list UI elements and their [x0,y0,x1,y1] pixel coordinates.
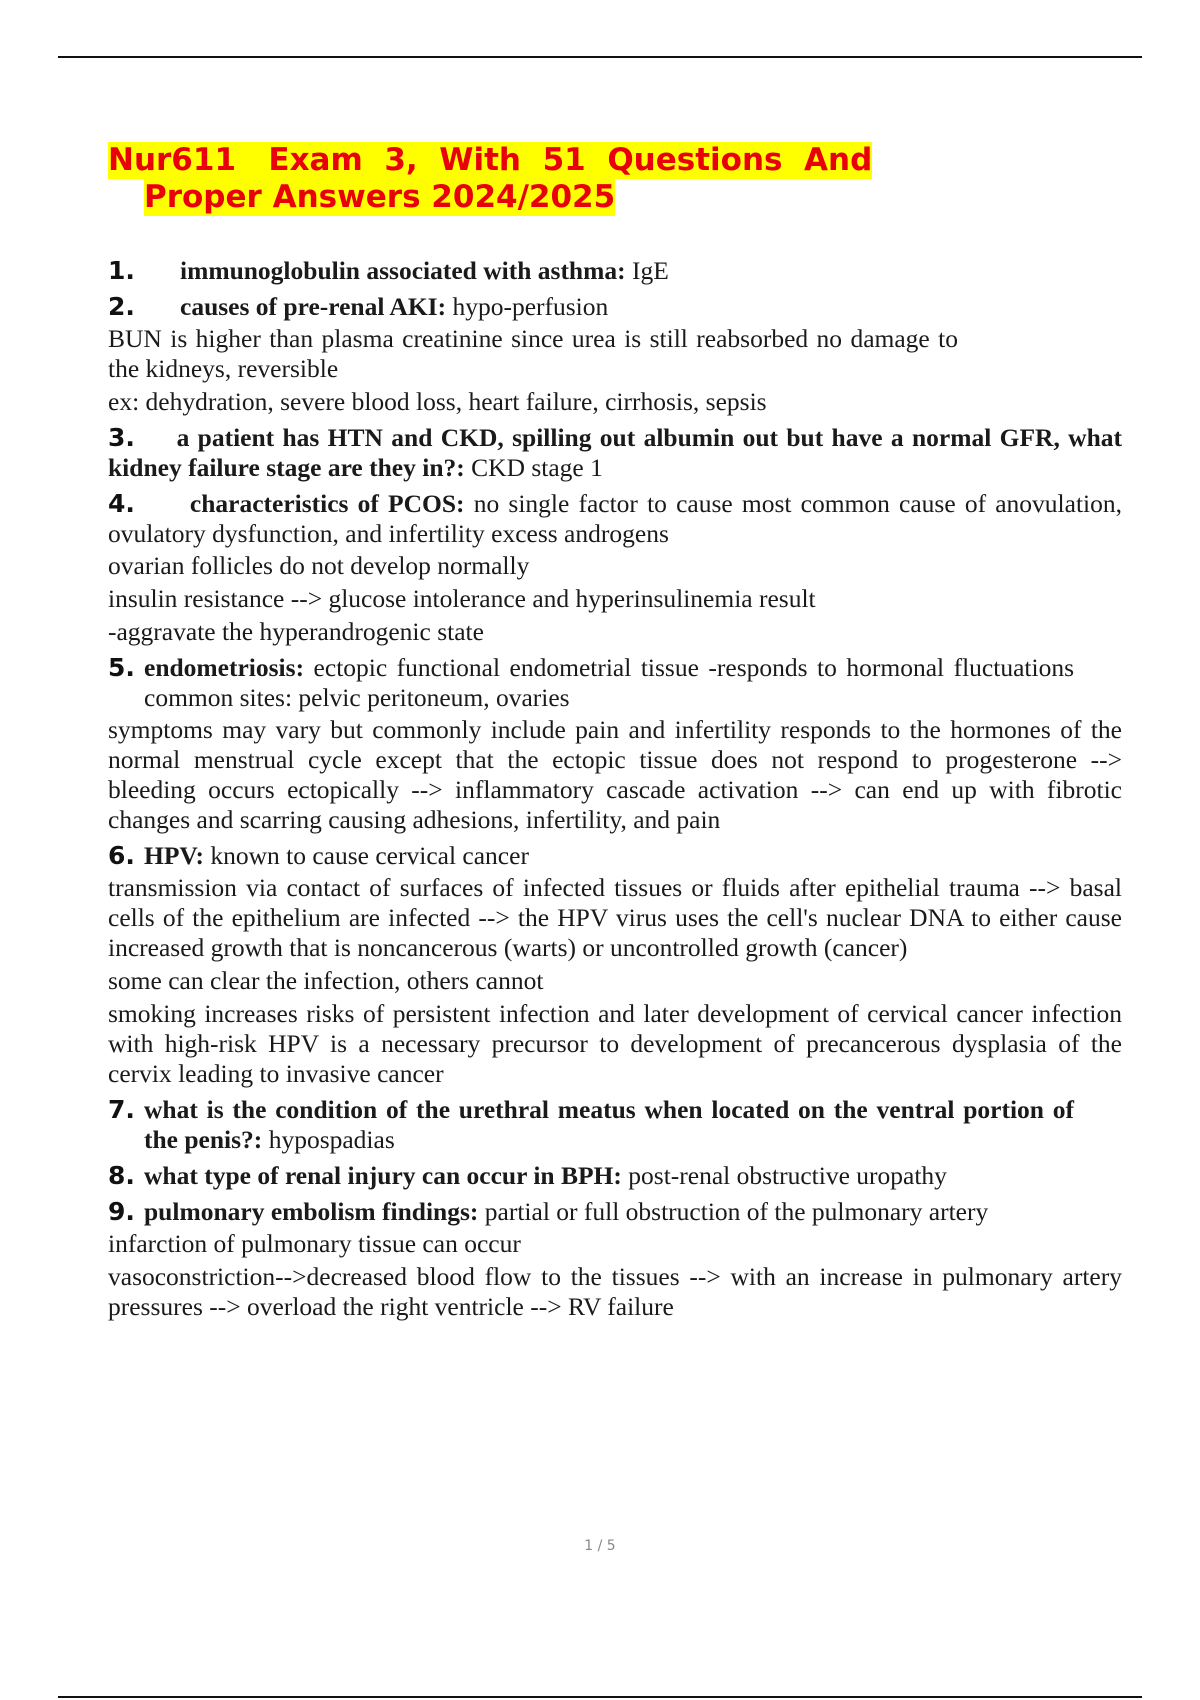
note-paragraph: transmission via contact of surfaces of infected tissues or fluids after epithelial trauma --> basal cells of the epithelium are infected --> the HPV virus uses the cell's nuclear DNA to either cause increased growth that is noncancerous (warts) or uncontrolled growth (cancer) [108,873,1122,962]
note-paragraph: ex: dehydration, severe blood loss, heart failure, cirrhosis, sepsis [108,387,767,416]
question-answer: no single factor to cause most common cause of anovulation, ovulatory dysfunction, and infertility excess androgens [108,489,1122,548]
question-answer: post-renal obstructive uropathy [621,1161,947,1190]
question-term: characteristics of PCOS: [189,489,465,518]
question-2 [108,292,1008,322]
question-number: 7. [108,1095,135,1124]
note-paragraph: insulin resistance --> glucose intolerance and hyperinsulinemia result [108,584,816,613]
question-number: 2. [108,292,135,321]
question-number: 5. [108,653,135,682]
question-1 [108,256,1008,286]
question-answer: CKD stage 1 [464,453,603,482]
title-line-2: Proper Answers 2024/2025 [144,179,616,215]
question-term: what is the condition of the urethral meatus when located on the ventral portion of the penis?: [144,1095,1074,1154]
document-title [108,142,948,216]
question-answer: known to cause cervical cancer [203,841,529,870]
question-6 [108,841,1122,871]
note-paragraph: some can clear the infection, others cannot [108,966,544,995]
question-answer: IgE [625,256,669,285]
top-rule [58,56,1142,58]
question-number: 3. [108,423,135,452]
question-5 [108,653,1074,713]
note-paragraph: ovarian follicles do not develop normally [108,551,530,580]
question-list [108,256,1122,1325]
question-9 [108,1197,1074,1227]
question-answer: partial or full obstruction of the pulmonary artery [478,1197,989,1226]
note-paragraph: vasoconstriction-->decreased blood flow to the tissues --> with an increase in pulmonary artery pressures --> overload the right ventricle --> RV failure [108,1262,1122,1321]
note-paragraph: smoking increases risks of persistent infection and later development of cervical cancer infection with high-risk HPV is a necessary precursor to development of precancerous dysplasia of the cervix leading to invasive cancer [108,999,1122,1088]
question-4 [108,489,1122,549]
question-term: HPV: [144,841,204,870]
question-term: what type of renal injury can occur in BPH: [144,1161,622,1190]
question-term: a patient has HTN and CKD, spilling out albumin out but have a normal GFR, what kidney failure stage are they in?: [108,423,1123,482]
question-8 [108,1161,1074,1191]
title-line-1: Nur611 Exam 3, With 51 Questions And [108,142,873,178]
question-number: 6. [108,841,135,870]
note-paragraph: BUN is higher than plasma creatinine since urea is still reabsorbed no damage to the kidneys, reversible [108,324,958,383]
question-term: immunoglobulin associated with asthma: [180,256,626,285]
page-number: 1 / 5 [584,1538,616,1554]
note-paragraph: symptoms may vary but commonly include pain and infertility responds to the hormones of the normal menstrual cycle except that the ectopic tissue does not respond to progesterone --> bleeding occurs ectopically --> inflammatory cascade activation --> can end up with fibrotic changes and scarring causing adhesions, infertility, and pain [108,715,1122,834]
question-number: 4. [108,489,135,518]
question-answer: hypo-perfusion [446,292,609,321]
question-number: 9. [108,1197,135,1226]
question-number: 1. [108,256,135,285]
question-7 [108,1095,1074,1155]
question-term: endometriosis: [144,653,305,682]
note-paragraph: -aggravate the hyperandrogenic state [108,617,484,646]
note-paragraph: infarction of pulmonary tissue can occur [108,1229,521,1258]
question-number: 8. [108,1161,135,1190]
question-answer: hypospadias [262,1125,395,1154]
question-3 [108,423,1122,483]
question-term: pulmonary embolism findings: [144,1197,479,1226]
question-answer: ectopic functional endometrial tissue -responds to hormonal fluctuations common sites: pelvic peritoneum, ovaries [144,653,1074,712]
question-term: causes of pre-renal AKI: [180,292,447,321]
bottom-rule [58,1696,1142,1698]
